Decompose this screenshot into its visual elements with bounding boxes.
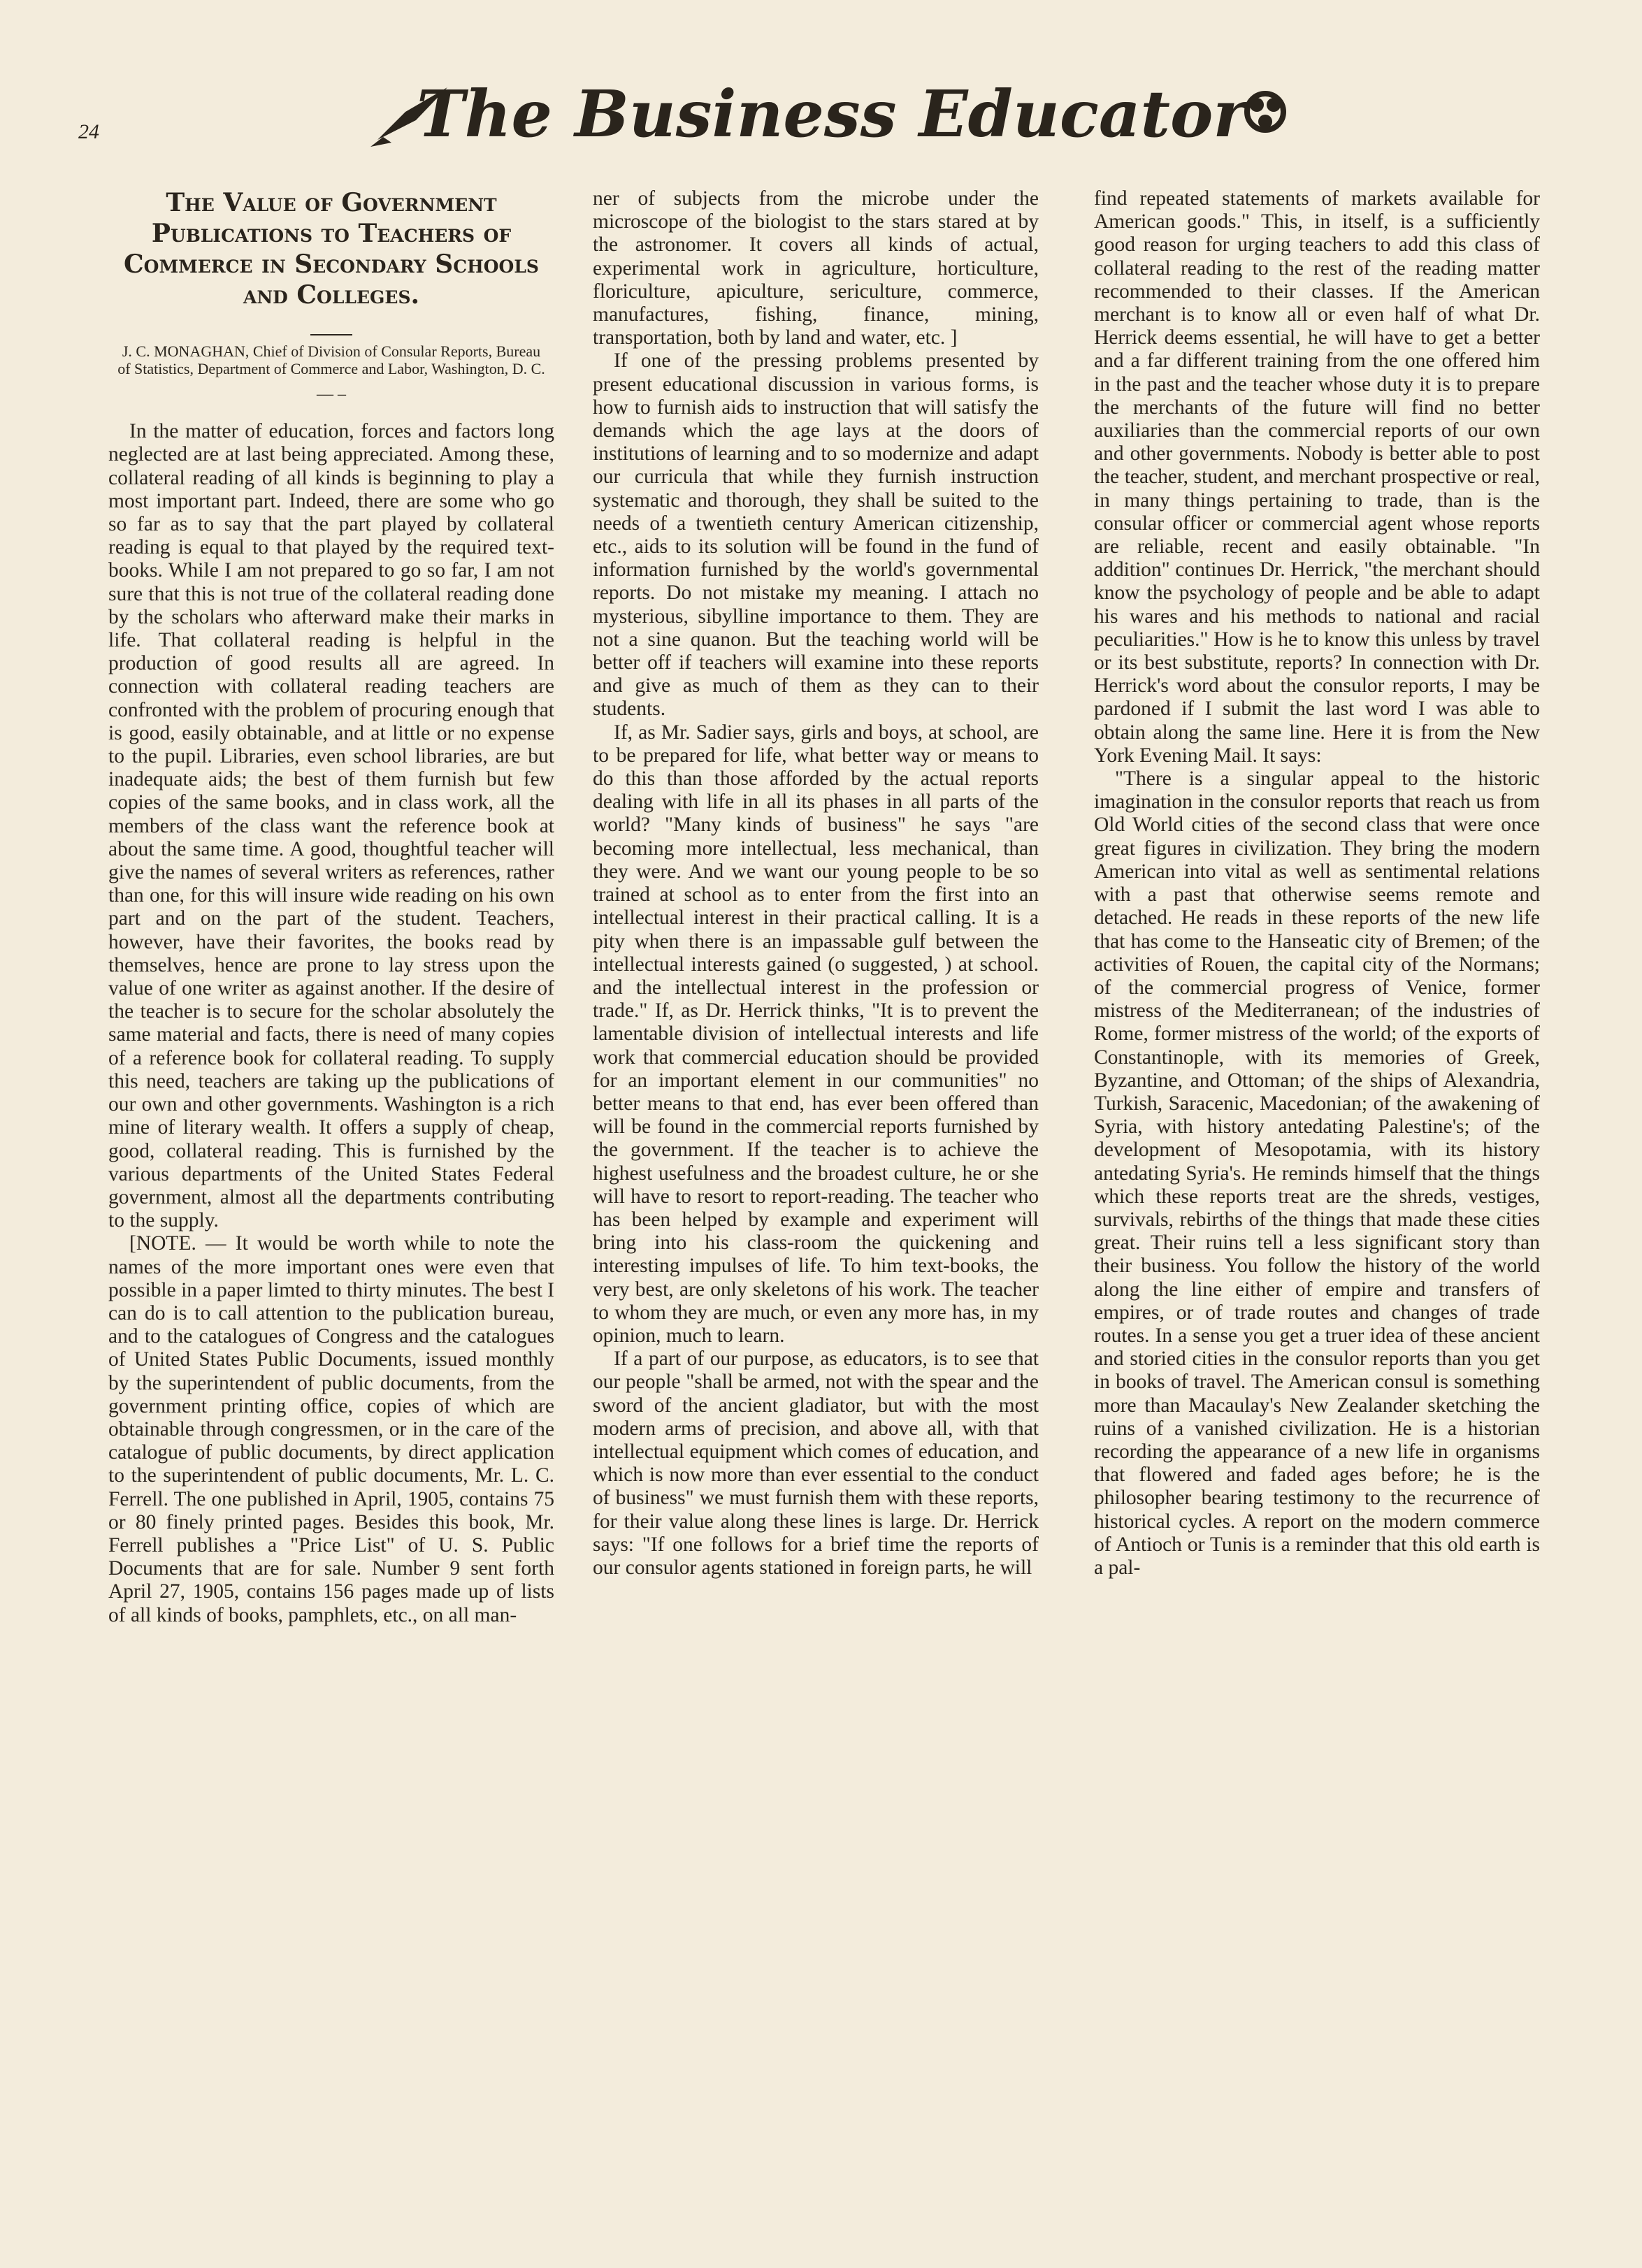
paragraph: In the matter of education, forces and factors long neglected are at last being appreciated. Among these, collateral reading of all kinds is beginning to play a most important part. Indeed, there are some who go so far as to say that the part played by collateral reading is equal to that played by the required text-books. While I am not prepared to go so far, I am not sure that this is not true of the collateral reading done by the scholars who afterward make their marks in life. That collateral reading is helpful in the production of good results all are agreed. In connection with collateral reading teachers are confronted with the problem of procuring enough that is good, easily obtainable, and at little or no expense to the pupil. Libraries, even school libraries, are but inadequate aids; the best of them furnish but few copies of the same books, and in class work, all the members of the class want the reference book at about the same time. A good, thoughtful teacher will give the names of several writers as references, rather than one, for this will insure wide reading on his own part and on the part of the student. Teachers, however, have their favorites, the books read by themselves, hence are prone to lay stress upon the value of one writer as against another. If the desire of the teacher is to secure for the scholar absolutely the same material and facts, there is need of many copies of a reference book for collateral reading. To supply this need, teachers are taking up the publications of our own and other governments. Washington is a rich mine of literary wealth. It offers a supply of cheap, good, collateral reading. This is furnished by the various departments of the United States Federal government, almost all the departments contributing to the supply.: [108, 420, 554, 1232]
article-title: The Value of Government Publications to Teachers of Commerce in Secondary Schools and Colleges.: [124, 188, 539, 310]
paragraph: ner of subjects from the microbe under the microscope of the biologist to the stars stared at by the astronomer. It covers all kinds of actual, experimental work in agriculture, horticulture, floriculture, apiculture, sericulture, commerce, manufactures, fishing, finance, mining, transportation, both by land and water, etc. ]: [593, 187, 1039, 349]
paragraph: If one of the pressing problems presented by present educational discussion in various forms, is how to furnish aids to instruction that will satisfy the demands which the age lays at the doors of institutions of learning and to so modernize and adapt our curricula that while they furnish instruction systematic and thorough, they shall be suited to the needs of a twentieth century American citizenship, etc., aids to its solution will be found in the fund of information furnished by the world's governmental reports. Do not mistake my meaning. I attach no mysterious, sibylline importance to them. They are not a sine quanon. But the teaching world will be better off if teachers will examine into these reports and give as much of them as they can to their students.: [593, 349, 1039, 721]
byline: J. C. MONAGHAN, Chief of Division of Consular Reports, Bureau of Statistics, Department of Commerce and Labor, Washington, D. C.: [117, 342, 545, 377]
page-number: 24: [78, 120, 99, 143]
masthead: [363, 70, 1314, 161]
masthead-title: The Business Educator: [417, 76, 1247, 152]
byline-separator: — –: [317, 385, 346, 403]
paragraph: [NOTE. — It would be worth while to note the names of the more important ones were even that possible in a paper limted to thirty minutes. The best I can do is to call attention to the publication bureau, and to the catalogues of Congress and the catalogues of United States Public Documents, issued monthly by the superintendent of public documents, from the government printing office, copies of which are obtainable through congressmen, or in the care of the catalogue of public documents, by direct application to the superintendent of public documents, Mr. L. C. Ferrell. The one published in April, 1905, contains 75 or 80 finely printed pages. Besides this book, Mr. Ferrell publishes a "Price List" of U. S. Public Documents that are for sale. Number 9 sent forth April 27, 1905, contains 156 pages made up of lists of all kinds of books, pamphlets, etc., on all man-: [108, 1232, 554, 1626]
column-3: [1094, 187, 1540, 1580]
column-1: [108, 187, 554, 1627]
paragraph: If a part of our purpose, as educators, is to see that our people "shall be armed, not with the spear and the sword of the ancient gladiator, but with the most modern arms of precision, and above all, with that intellectual equipment which comes of education, and which is now more than ever essential to the conduct of business" we must furnish them with these reports, for their value along these lines is large. Dr. Herrick says: "If one follows for a brief time the reports of our consulor agents stationed in foreign parts, he will: [593, 1348, 1039, 1579]
paragraph: "There is a singular appeal to the historic imagination in the consulor reports that reach us from Old World cities of the second class that were once great figures in civilization. They bring the modern American into vital as well as sentimental relations with a past that otherwise seems remote and detached. He reads in these reports of the new life that has come to the Hanseatic city of Bremen; of the activities of Rouen, the capital city of the Normans; of the commercial progress of Venice, former mistress of the Mediterranean; of the industries of Rome, former mistress of the world; of the exports of Constantinople, with its memories of Greek, Byzantine, and Ottoman; of the ships of Alexandria, Turkish, Saracenic, Macedonian; of the awakening of Syria, with history antedating Palestine's; of the development of Mesopotamia, with its history antedating Syria's. He reminds himself that the things which these reports treat are the shreds, vestiges, survivals, rebirths of the things that made these cities great. Their ruins tell a less significant story than their business. You follow the history of the world along the line either of empire and transfers of empires, or of trade routes and changes of trade routes. In a sense you get a truer idea of these ancient and storied cities in the consulor reports than you get in books of travel. The American consul is something more than Macaulay's New Zealander sketching the ruins of a vanished civilization. He is a historian recording the appearance of a new life in organisms that flowered and faded ages before; he is the philosopher bearing testimony to the recurrence of historical cycles. A report on the modern commerce of Antioch or Tunis is a reminder that this old earth is a pal-: [1094, 767, 1540, 1579]
ornament-icon: [1247, 94, 1283, 130]
title-divider: [310, 334, 352, 335]
masthead-artwork: [363, 70, 1314, 161]
paragraph: find repeated statements of markets available for American goods." This, in itself, is a sufficiently good reason for urging teachers to add this class of collateral reading to the rest of the reading matter recommended to their classes. If the American merchant is to know all or even half of what Dr. Herrick deems essential, he will have to get a better and a far different training from the one offered him in the past and the teacher whose duty it is to prepare the merchants of the future will find no better auxiliaries than the commercial reports of our own and other governments. Nobody is better able to post the teacher, student, and merchant prospective or real, in many things pertaining to trade, than is the consular officer or commercial agent whose reports are reliable, recent and easily obtainable. "In addition" continues Dr. Herrick, "the merchant should know the psychology of people and be able to adapt his wares and his methods to national and racial peculiarities." How is he to know this unless by travel or its best substitute, reports? In connection with Dr. Herrick's word about the consulor reports, I may be pardoned if I submit the last word I was able to obtain along the same line. Here it is from the New York Evening Mail. It says:: [1094, 187, 1540, 767]
paragraph: If, as Mr. Sadier says, girls and boys, at school, are to be prepared for life, what better way or means to do this than those afforded by the actual reports dealing with life in all its phases in all parts of the world? "Many kinds of business" he says "are becoming more intellectual, less mechanical, than they were. And we want our young people to be so trained at school as to enter from the first into an intellectual interest in their practical calling. It is a pity when there is an impassable gulf between the intellectual interests gained (o suggested, ) at school. and the intellectual interest in the profession or trade." If, as Dr. Herrick thinks, "It is to prevent the lamentable division of intellectual interests and life work that commercial education should be provided for an important element in our communities" no better means to that end, has ever been offered than will be found in the commercial reports furnished by the government. If the teacher is to achieve the highest usefulness and the broadest culture, he or she will have to resort to report-reading. The teacher who has been helped by example and experiment will bring into his class-room the quickening and interesting impulses of life. To him text-books, the very best, are only skeletons of his work. The teacher to whom they are much, or even any more has, in my opinion, much to learn.: [593, 721, 1039, 1347]
column-2: [593, 187, 1039, 1580]
